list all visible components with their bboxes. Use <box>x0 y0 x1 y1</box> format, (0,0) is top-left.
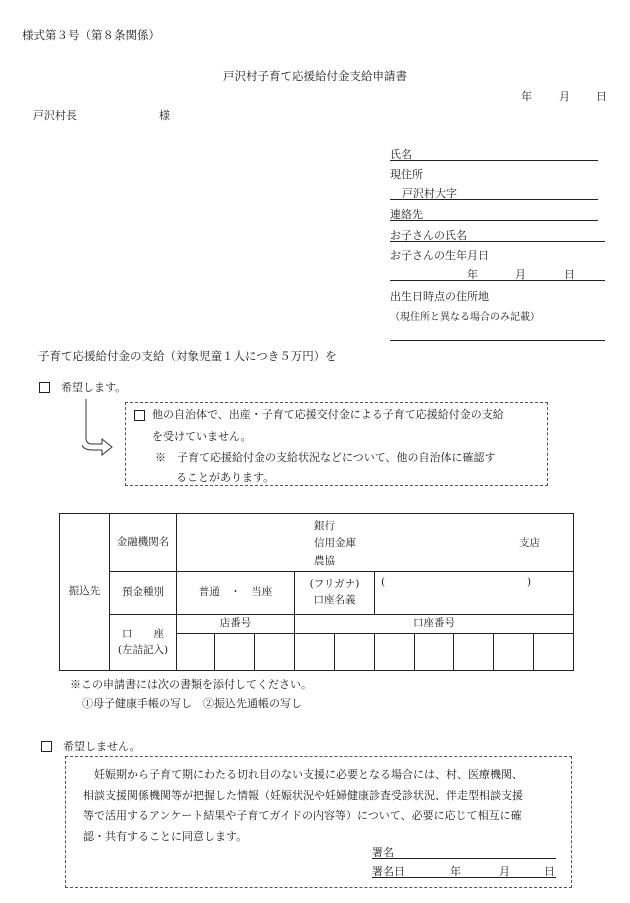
institution-name-cell[interactable] <box>177 514 574 572</box>
addressee-name: 戸沢村長 <box>33 109 77 122</box>
child-name-field[interactable] <box>390 227 605 242</box>
date-month: 月 <box>559 90 570 103</box>
sig-month: 月 <box>499 865 510 878</box>
consent-line: 等で活用するアンケート結果や子育てガイドの内容等）について、必要に応じて相互に確 <box>83 809 522 822</box>
account-digit-cell[interactable] <box>534 634 574 671</box>
birth-month: 月 <box>515 268 526 281</box>
account-digit-cell[interactable] <box>454 634 494 671</box>
option-no-checkbox[interactable] <box>41 741 52 752</box>
attachments-items: ①母子健康手帳の写し ②振込先通帳の写し <box>82 697 302 710</box>
option-no-label: 希望しません。 <box>63 740 141 753</box>
consent-line: 認・共有することに同意します。 <box>83 829 248 843</box>
name-label: 氏名 <box>390 148 412 161</box>
payment-intro: 子育て応援給付金の支給（対象児童１人につき５万円）を <box>38 349 337 363</box>
birth-address-label: 出生日時点の住所地 <box>390 290 489 303</box>
subcheck-line1: 他の自治体で、出産・子育て応援交付金による子育て応援給付金の支給 <box>152 408 504 421</box>
branch-digit-cell[interactable] <box>255 634 295 671</box>
birth-year: 年 <box>467 268 478 281</box>
branch-digit-cell[interactable] <box>215 634 255 671</box>
account-digit-cell[interactable] <box>375 634 415 671</box>
branch-suffix: 支店 <box>519 537 540 549</box>
account-digit-cell[interactable] <box>295 634 335 671</box>
account-label-cell <box>110 615 177 671</box>
inst-shinkin: 信用金庫 <box>314 537 356 549</box>
option-yes-label: 希望します。 <box>61 381 127 394</box>
child-birth-label: お子さんの生年月日 <box>390 249 489 262</box>
option-yes-checkbox[interactable] <box>39 382 50 393</box>
address-field[interactable] <box>390 185 598 200</box>
birth-day: 日 <box>564 268 575 281</box>
attachments-heading: ※この申請書には次の書類を添付してください。 <box>70 678 312 691</box>
confirm-note-line2: ることがあります。 <box>176 471 275 484</box>
child-name-label: お子さんの氏名 <box>390 229 467 242</box>
inst-bank: 銀行 <box>314 520 335 532</box>
consent-line: 相談支援関係機関等が把握した情報（妊娠状況や妊婦健康診査受診状況、伴走型相談支援 <box>83 788 523 802</box>
confirm-note-line1: ※ 子育て応援給付金の支給状況などについて、他の自治体に確認す <box>155 451 496 464</box>
holder-name-cell[interactable] <box>375 572 574 615</box>
account-no-label: 口座番号 <box>295 615 574 634</box>
kana-label: (フリガナ) <box>309 578 360 591</box>
account-digit-cell[interactable] <box>494 634 534 671</box>
institution-label: 金融機関名 <box>110 514 177 572</box>
page-title: 戸沢村子育て応援給付金支給申請書 <box>223 69 407 83</box>
inst-nokyo: 農協 <box>314 555 335 567</box>
arrow-down-right-icon <box>82 398 114 456</box>
paren-open: ( <box>381 576 386 588</box>
contact-label: 連絡先 <box>390 208 423 221</box>
account-label: 口 座 <box>122 627 164 640</box>
transfer-section-label: 振込先 <box>60 514 110 671</box>
consent-text <box>83 765 523 847</box>
address-label: 現住所 <box>390 168 423 181</box>
consent-line: 妊娠期から子育て期にわたる切れ目のない支援に必要となる場合には、村、医療機関、 <box>94 768 523 781</box>
addressee-honorific: 様 <box>159 109 170 122</box>
child-birth-field[interactable] <box>390 266 605 281</box>
holder-label: 口座名義 <box>313 594 356 606</box>
signature-date-field[interactable] <box>372 863 556 878</box>
not-received-checkbox[interactable] <box>134 410 145 421</box>
sig-year: 年 <box>450 865 461 878</box>
bank-transfer-table <box>59 513 574 671</box>
date-day: 日 <box>596 90 607 103</box>
account-type-label: 預金種別 <box>110 572 177 615</box>
form-number: 様式第３号（第８条関係） <box>22 28 160 42</box>
date-year: 年 <box>521 90 532 103</box>
signature-label: 署名 <box>372 846 394 859</box>
signature-date-label: 署名日 <box>372 865 405 878</box>
address-prefill: 戸沢村大字 <box>402 187 457 200</box>
account-digit-cell[interactable] <box>335 634 375 671</box>
name-field[interactable] <box>390 146 598 161</box>
paren-close: ) <box>527 576 532 588</box>
contact-field[interactable] <box>390 206 598 221</box>
signature-field[interactable] <box>372 844 556 859</box>
sig-day: 日 <box>544 865 555 878</box>
birth-address-field[interactable] <box>390 326 605 341</box>
account-type-options[interactable]: 普通 ・ 当座 <box>177 572 295 615</box>
account-note: (左詰記入) <box>117 643 169 656</box>
branch-no-label: 店番号 <box>177 615 295 634</box>
birth-address-note: （現住所と異なる場合のみ記載） <box>390 312 540 323</box>
branch-digit-cell[interactable] <box>177 634 215 671</box>
account-digit-cell[interactable] <box>415 634 454 671</box>
holder-label-cell <box>295 572 375 615</box>
subcheck-line2: を受けていません。 <box>152 430 252 443</box>
